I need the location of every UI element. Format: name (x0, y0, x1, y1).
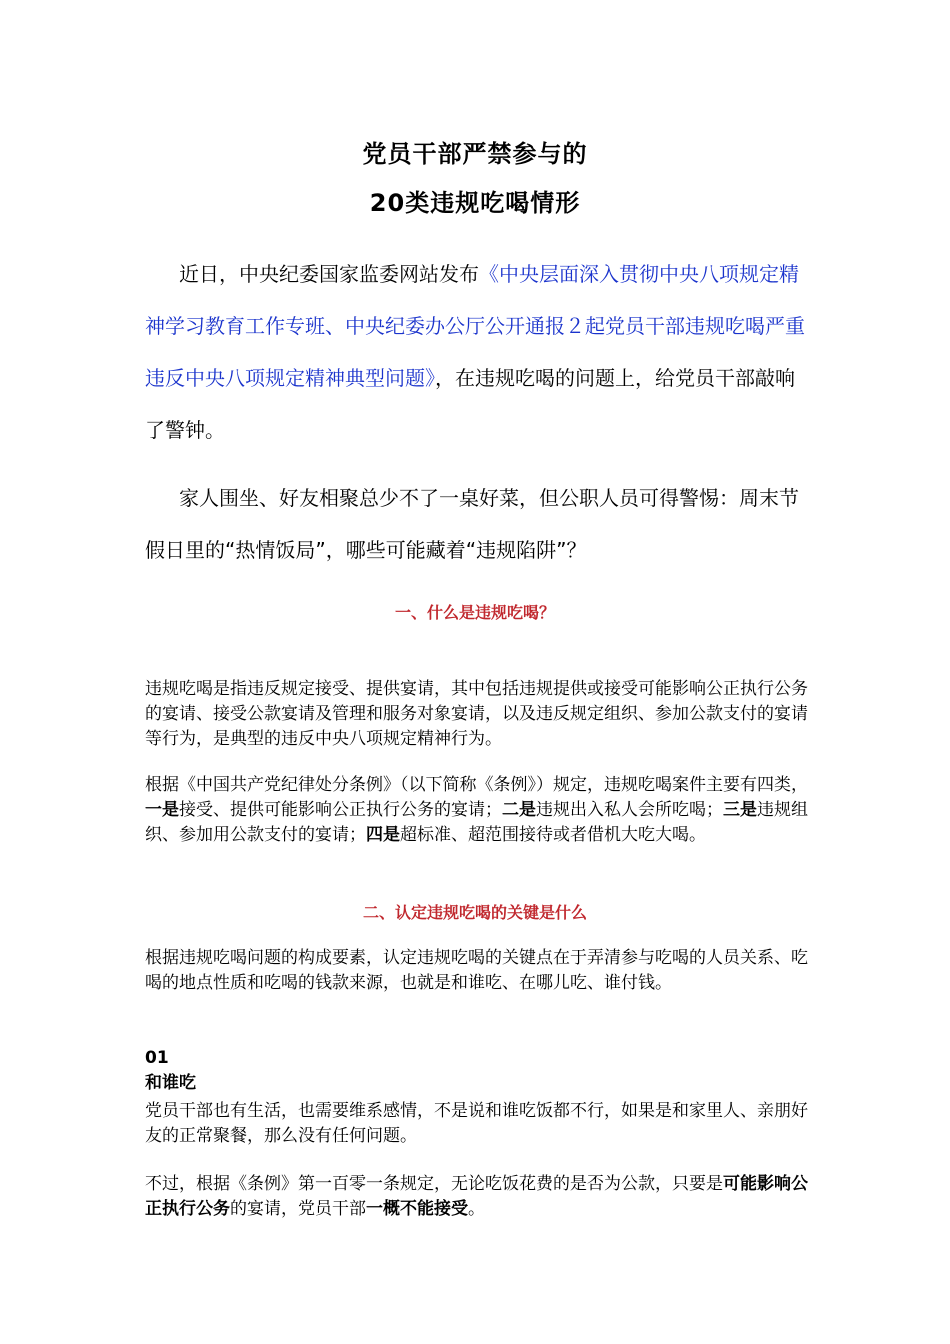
four-types-paragraph (145, 773, 810, 848)
text-span: 的宴请，党员干部 (230, 1199, 366, 1219)
text-span: 接受、提供可能影响公正执行公务的宴请； (179, 800, 502, 820)
bold-phrase: 一概不能接受 (366, 1199, 468, 1219)
text-span: 超标准、超范围接待或者借机大吃大喝。 (400, 825, 706, 845)
item-number: 01 (145, 1048, 169, 1068)
intro-text-post: ，在违规吃喝的问题上，给党员干部敲响了警钟。 (145, 366, 795, 442)
key-points-paragraph: 根据违规吃喝问题的构成要素，认定违规吃喝的关键点在于弄清参与吃喝的人员关系、吃喝的地点性质和吃喝的钱款来源，也就是和谁吃、在哪儿吃、谁付钱。 (145, 948, 808, 993)
text-span: 根据《中国共产党纪律处分条例》（以下简称《条例》）规定，违规吃喝案件主要有四类， (145, 775, 808, 795)
document-title-line2: 20类违规吃喝情形 (369, 189, 581, 217)
text-span: 违规组织、参加用公款支付的宴请； (145, 800, 808, 845)
bold-marker: 一是 (145, 800, 179, 820)
bold-marker: 二是 (502, 800, 536, 820)
section-heading-key-points: 二、认定违规吃喝的关键是什么 (362, 903, 587, 922)
text-span: 不过，根据《条例》第一百零一条规定，无论吃饭花费的是否为公款，只要是 (145, 1174, 723, 1194)
bold-marker: 四是 (366, 825, 400, 845)
text-span: 。 (468, 1199, 485, 1219)
intro-paragraph (145, 248, 810, 456)
definition-paragraph: 违规吃喝是指违反规定接受、提供宴请，其中包括违规提供或接受可能影响公正执行公务的宴请、接受公款宴请及管理和服务对象宴请，以及违反规定组织、参加公款支付的宴请等行为，是典型的违反中央八项规定精神行为。 (145, 679, 808, 749)
family-paragraph: 家人围坐、好友相聚总少不了一桌好菜，但公职人员可得警惕：周末节假日里的“热情饭局”，哪些可能藏着“违规陷阱”？ (145, 486, 799, 562)
rule-paragraph (145, 1172, 810, 1222)
bold-marker: 三是 (723, 800, 757, 820)
item-label: 和谁吃 (145, 1073, 196, 1093)
notice-link[interactable]: 《中央层面深入贯彻中央八项规定精神学习教育工作专班、中央纪委办公厅公开通报２起党员干部违规吃喝严重违反中央八项规定精神典型问题》 (145, 262, 805, 390)
with-whom-paragraph: 党员干部也有生活，也需要维系感情，不是说和谁吃饭都不行，如果是和家里人、亲朋好友的正常聚餐，那么没有任何问题。 (145, 1101, 808, 1146)
text-span: 违规出入私人会所吃喝； (536, 800, 723, 820)
section-heading-what-is: 一、什么是违规吃喝？ (394, 603, 555, 622)
intro-text-pre: 近日，中央纪委国家监委网站发布 (179, 262, 479, 286)
document-title-line1: 党员干部严禁参与的 (362, 140, 588, 168)
bold-phrase: 可能影响公正执行公务 (145, 1174, 808, 1219)
